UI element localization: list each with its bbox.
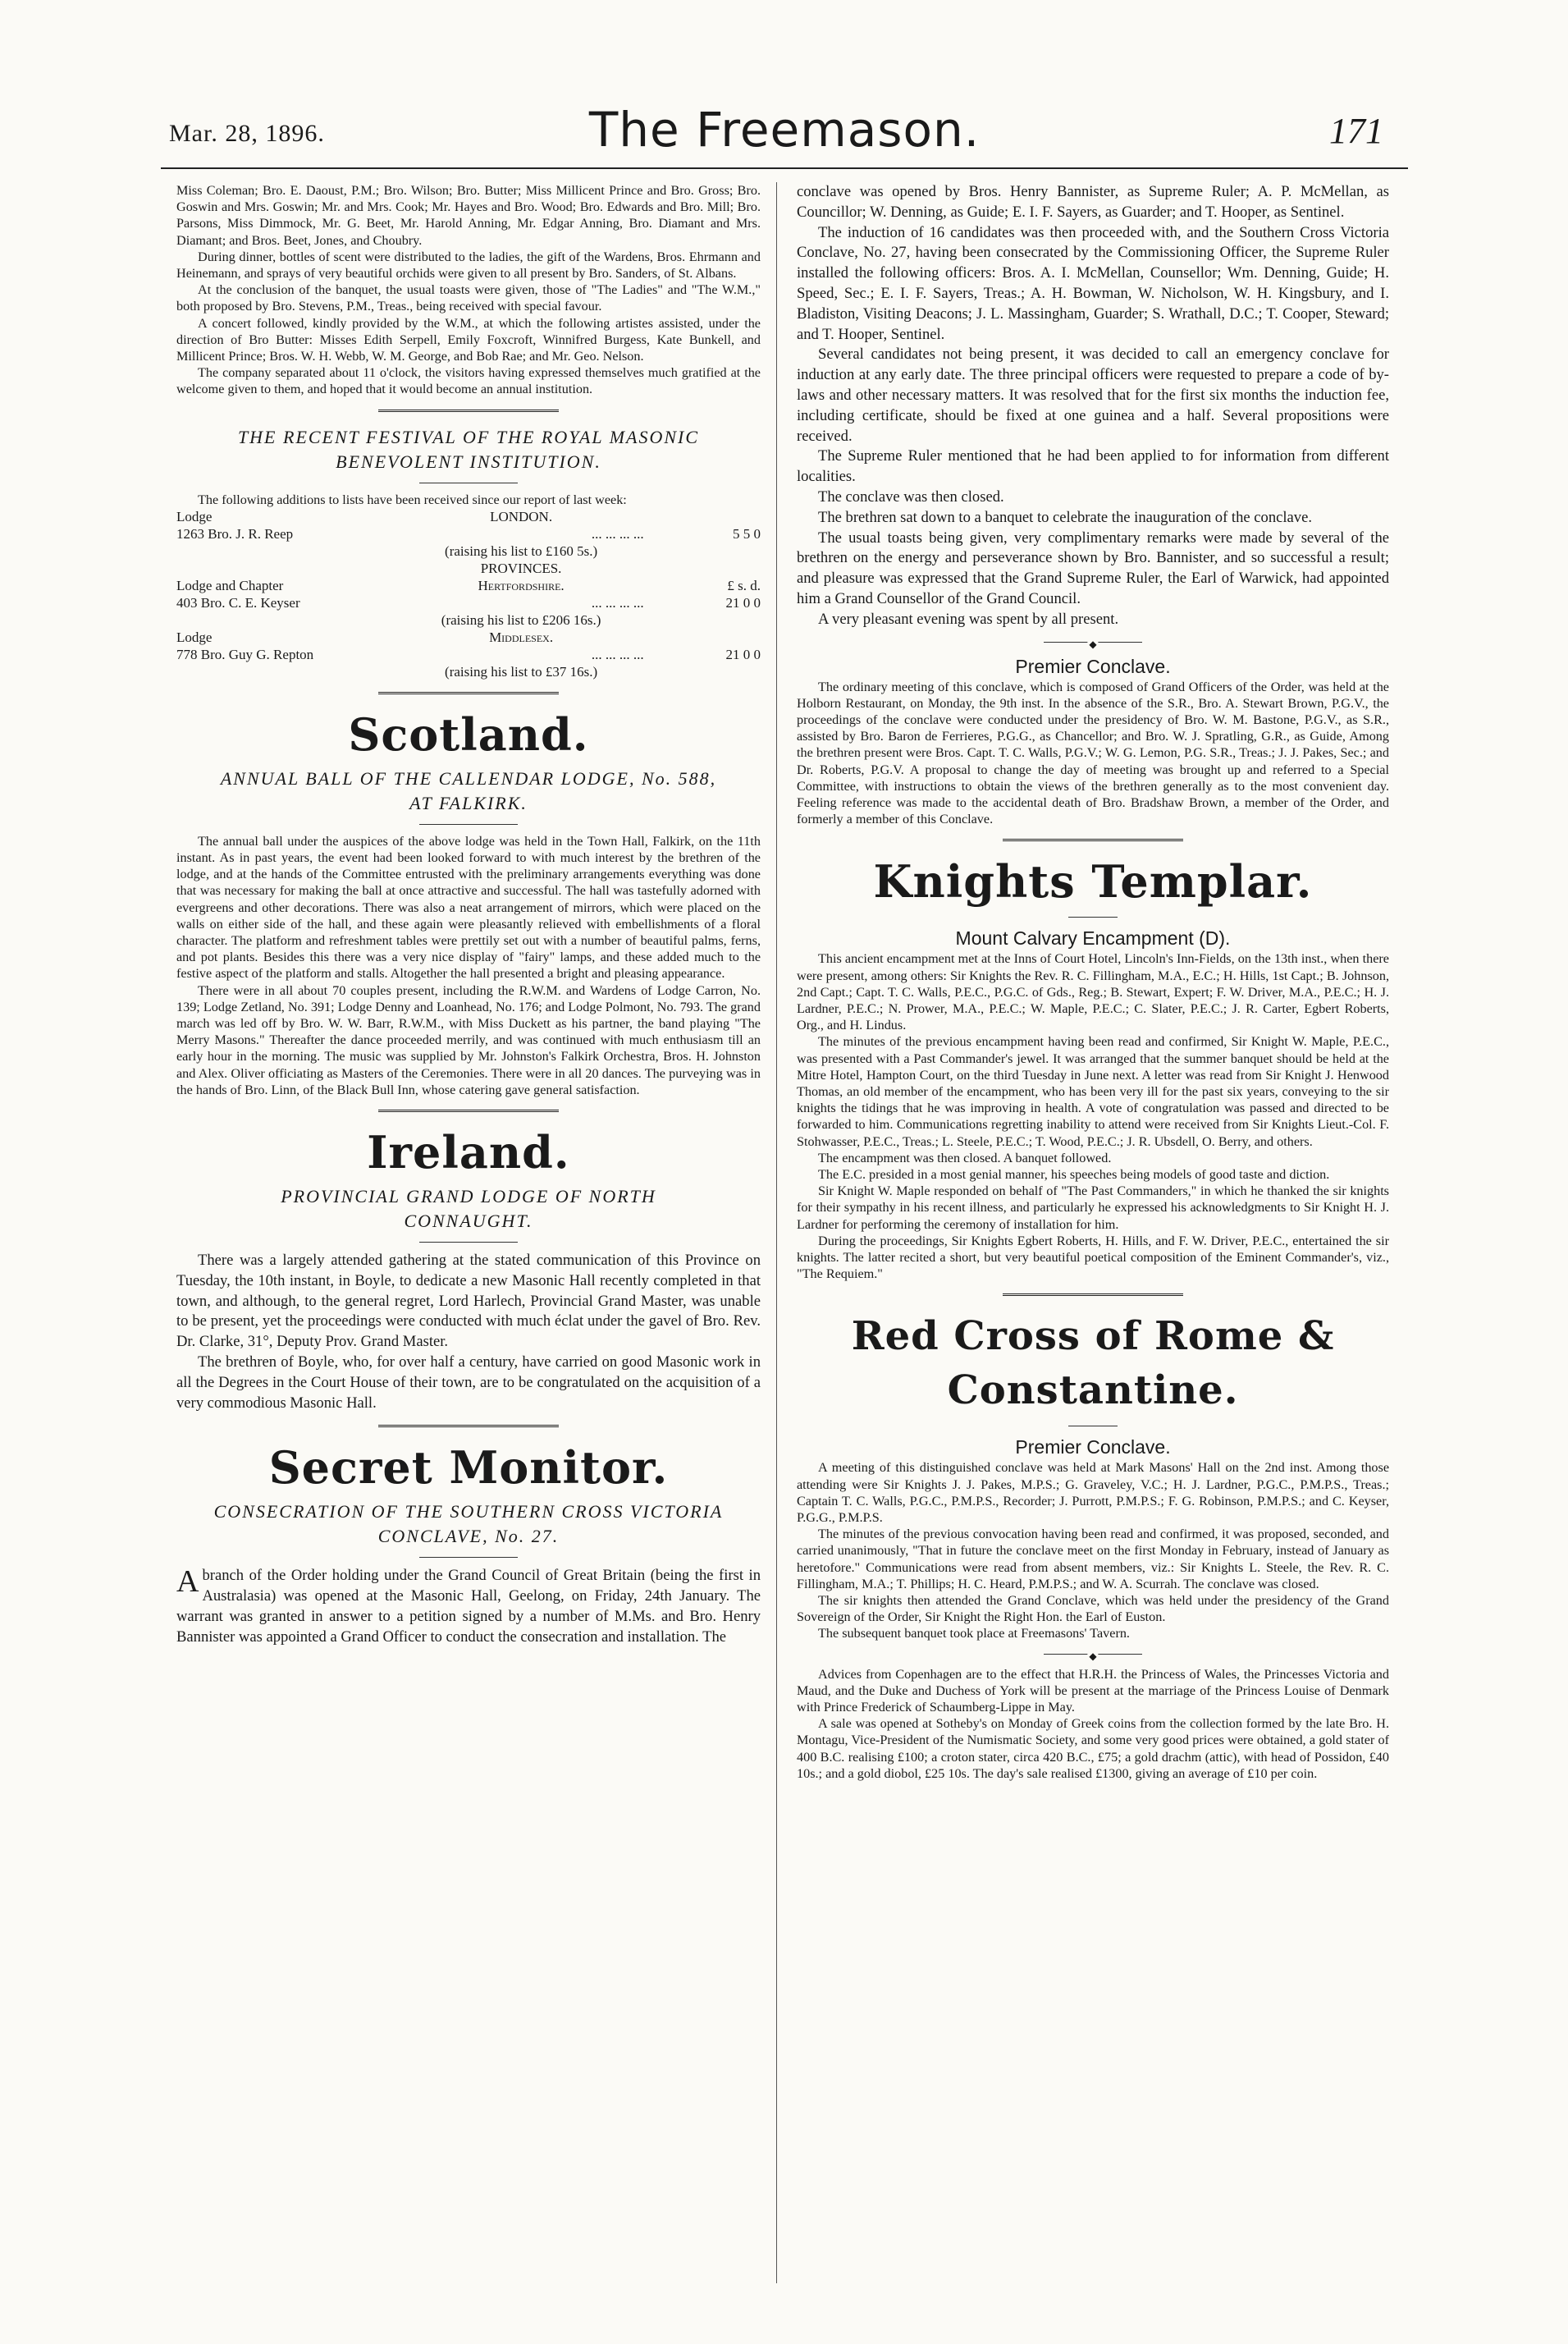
section-rule (378, 692, 559, 696)
donation-amount: 5 5 0 (733, 525, 761, 542)
red-cross-paragraph-3: The sir knights then attended the Grand Conclave, which was held under the presidency of the Grand Sovereign of the Order, Sir Knight the Right Hon. the Earl of Euston. (797, 1593, 1389, 1625)
section-rule (1003, 1293, 1183, 1298)
ball-paragraph-2: There were in all about 70 couples present, including the R.W.M. and Wardens of Lodge Carron, No. 139; Lodge Zetland, No. 391; Lodge Denny and Loanhead, No. 176; and Lodge Polmont, No. 793. The grand march was led off by Bro. W. W. Barr, R.W.M., with Miss Duckett as his partner, the band playing "The Merry Masons." Thereafter the dance proceeded merrily, and was continued with much enthusiasm till an early hour in the morning. The music was supplied by Mr. Johnston's Falkirk Orchestra, Bros. H. Johnston and Alex. Oliver officiating as Masters of the Ceremonies. There were in all 20 dances. The purveying was in the hands of Bro. Linn, of the Black Bull Inn, whose catering gave general satisfaction. (176, 982, 761, 1097)
list-row (176, 560, 761, 577)
heading-rule (1068, 917, 1118, 918)
dinner-paragraph: During dinner, bottles of scent were distributed to the ladies, the gift of the Wardens, Bros. Ehrmann and Heinemann, and sprays of very beautiful orchids were given to all present by Bro. Sanders, of St. Albans. (176, 249, 761, 282)
templar-paragraph-5: Sir Knight W. Maple responded on behalf of "The Past Commanders," in which he thanked the sir knights for their sympathy in his recent illness, and particularly he expressed his acknowledgments to Sir Knight H. J. Lardner for performing the ceremony of installation for him. (797, 1183, 1389, 1232)
newspaper-title: The Freemason. (588, 102, 981, 158)
red-cross-subheading: Premier Conclave. (1015, 1436, 1171, 1458)
advices-paragraph: Advices from Copenhagen are to the effect that H.R.H. the Princess of Wales, the Princesses Victoria and Maud, and the Duke and Duchess of York will be present at the marriage of the Princess Louise of Denmark with Prince Frederick of Schaumberg-Lippe in May. (797, 1666, 1389, 1715)
conclave-paragraph-5: The conclave was then closed. (818, 488, 1004, 506)
donation-note: (raising his list to £206 16s.) (441, 611, 601, 628)
section-rule (1003, 839, 1183, 843)
premier-paragraph: The ordinary meeting of this conclave, which is composed of Grand Officers of the Order, was held at the Holborn Restaurant, on Monday, the 9th inst. In the absence of the S.R., Bro. A. Stewart Brown, P.G.V., the proceedings of the conclave were conducted under the presidency of Bro. W. M. Bastone, P.G.V., as S.R., assisted by Bro. Baron de Ferrieres, P.G.G., as Chancellor; and Bro. W. J. Spratling, G.R., as Guide, Among the brethren present were Bros. Capt. T. C. Walls, P.G.V.; W. G. Lemon, P.G. S.R., Treas.; J. J. Pakes, Sec.; and Dr. Roberts, P.G.V. A proposal to change the day of meeting was brought up and referred to a Special Committee, with instructions to obtain the views of the brethren generally as to the most convenient day. Feeling reference was made to the accidental death of Bro. Bradshaw Brown, a member of the Order, and formerly a member of this Conclave. (797, 679, 1389, 827)
london-heading: LONDON. (490, 508, 553, 524)
drop-cap: A (176, 1564, 199, 1600)
conclave-paragraph-1: conclave was opened by Bros. Henry Bannister, as Supreme Ruler; A. P. McMellan, as Councillor; W. Denning, as Guide; E. I. F. Sayers, as Guarder; and T. Hooper, as Sentinel. (797, 183, 1389, 221)
consecration-paragraph (176, 1566, 761, 1647)
section-rule (378, 1425, 559, 1429)
ireland-paragraph-2: The brethren of Boyle, who, for over half a century, have carried on good Masonic work in all the Degrees in the Court House of their town, are to be congratulated on the acquisition of a very commodious Masonic Hall. (176, 1353, 761, 1412)
donation-list (176, 508, 761, 680)
conclave-paragraph-2: The induction of 16 candidates was then proceeded with, and the Southern Cross Victoria Conclave, No. 27, having been consecrated by the Commissioning Officer, the Supreme Ruler installed the following officers: Bros. A. I. McMellan, Counsellor; Wm. Denning, Guide; H. Speed, Sec.; E. I. F. Sayers, Treas.; A. H. Bowman, W. Nicholson, W. H. Kingsbury, and I. Bladiston, Visiting Deacons; J. L. Massingham, Guarder; S. Wrathall, D.C.; T. Cooper, Steward; and T. Hooper, Sentinel. (797, 223, 1389, 343)
page-number: 171 (1329, 111, 1383, 151)
ireland-heading: Ireland. (367, 1126, 570, 1179)
heading-rule (419, 1557, 518, 1558)
lodge-chapter-label: Lodge and Chapter (176, 577, 284, 593)
conclave-paragraph-7: The usual toasts being given, very complimentary remarks were made by several of the brethren on the energy and perseverance shown by Bro. Bannister, and so successful a result; and pleasure was expressed that the Grand Supreme Ruler, the Earl of Warwick, had appointed him a Grand Counsellor of the Grand Council. (797, 529, 1389, 607)
list-row (176, 508, 761, 525)
donor-name: 403 Bro. C. E. Keyser (176, 594, 300, 611)
templar-paragraph-1: This ancient encampment met at the Inns of Court Hotel, Lincoln's Inn-Fields, on the 13th inst., when there were present, among others: Sir Knights the Rev. R. C. Fillingham, M.A., E.C.; H. Hills, 1st Capt.; B. Johnson, 2nd Capt.; Capt. T. C. Walls, P.E.C., P.G.C. of Gds., Reg.; B. Stewart, Expert; F. W. Driver, M.A., P.E.C.; H. J. Lardner, P.E.C.; N. Prower, M.A., P.E.C.; W. Maple, P.E.C.; C. Slater, P.E.C.; J. R. Carter, Egbert Roberts, Org., and H. Lindus. (797, 951, 1389, 1033)
separated-paragraph: The company separated about 11 o'clock, the visitors having expressed themselves much gratified at the welcome given to them, and hoped that it would become an annual institution. (176, 365, 761, 397)
heading-rule (419, 824, 518, 825)
conclave-paragraph-3: Several candidates not being present, it was decided to call an emergency conclave for induction at any early date. The three principal officers were requested to prepare a code of by-laws and other necessary matters. It was resolved that for the first six months the induction fee, including certificate, should be fixed at one guinea and a half. Several propositions were received. (797, 346, 1389, 445)
connaught-heading: PROVINCIAL GRAND LODGE OF NORTH CONNAUGHT. (281, 1186, 656, 1232)
conclave-paragraph-6: The brethren sat down to a banquet to celebrate the inauguration of the conclave. (818, 508, 1312, 526)
middlesex-heading: Middlesex. (489, 629, 554, 645)
donation-note: (raising his list to £160 5s.) (445, 543, 598, 559)
templar-paragraph-6: During the proceedings, Sir Knights Egbert Roberts, H. Hills, and F. W. Driver, P.E.C., entertained the sir knights. The latter recited a short, but very beautiful poetical composition of the Eminent Commander's, viz., "The Requiem." (797, 1233, 1389, 1282)
mount-calvary-heading: Mount Calvary Encampment (D). (955, 927, 1231, 950)
ornament-rule (1044, 1654, 1142, 1655)
red-cross-paragraph-1: A meeting of this distinguished conclave was held at Mark Masons' Hall on the 2nd inst. Among those attending were Sir Knights J. J. Pakes, M.P.S.; G. Graveley, V.C.; H. J. Lardner, P.G.C., P.M.P.S., Treas.; Captain T. C. Walls, P.G.C., P.M.P.S., Recorder; J. Purrott, P.M.P.S.; F. G. Robinson, P.M.P.S.; and C. Keyser, P.G.G., P.M.P.S. (797, 1460, 1389, 1526)
guest-list-paragraph: Miss Coleman; Bro. E. Daoust, P.M.; Bro. Wilson; Bro. Butter; Miss Millicent Prince and Bro. Gross; Bro. Goswin and Mrs. Goswin; Mr. and Mrs. Cook; Mr. Hayes and Bro. Wood; Bro. Edwards and Bro. Mill; Bro. Parsons, Miss Dimmock, Mr. G. Beet, Mr. Harold Anning, Mr. Edgar Anning, Bro. Diamant and Mrs. Diamant; and Bros. Beet, Jones, and Choubry. (176, 183, 761, 248)
hertfordshire-heading: Hertfordshire. (478, 577, 565, 593)
templar-paragraph-4: The E.C. presided in a most genial manner, his speeches being models of good taste and diction. (818, 1167, 1330, 1182)
red-cross-paragraph-2: The minutes of the previous convocation having been read and confirmed, it was proposed, seconded, and carried unanimously, "That in future the conclave meet on the first Monday in February, instead of January as heretofore." Communications were read from absent members, viz.: Sir Knights L. Steele, the Rev. R. C. Fillingham, M.A.; T. Phillips; H. C. Heard, P.M.P.S.; and W. A. Scurrah. The conclave was closed. (797, 1527, 1389, 1591)
conclave-paragraph-4: The Supreme Ruler mentioned that he had been applied to for information from different localities. (797, 447, 1389, 486)
ornament-rule (1044, 642, 1142, 643)
masthead (161, 98, 1408, 164)
column-divider (776, 182, 777, 2283)
leader-dots: ... ... ... ... (591, 646, 644, 662)
scotland-heading: Scotland. (348, 707, 589, 761)
list-row (176, 611, 761, 629)
sale-paragraph: A sale was opened at Sotheby's on Monday of Greek coins from the collection formed by the late Bro. H. Montagu, Vice-President of the Numismatic Society, and some very good prices were obtained, a gold stater of 400 B.C. realising £100; a croton stater, circa 420 B.C., £75; a gold drachm (attic), with head of Possidon, £40 10s.; and a gold diobol, £25 10s. The day's sale realised £1300, giving an average of £10 per coin. (797, 1716, 1389, 1781)
list-row (176, 543, 761, 560)
concert-paragraph: A concert followed, kindly provided by the W.M., at which the following artistes assisted, under the direction of Bro Butter: Misses Edith Serpell, Emily Foxcroft, Winnifred Burgess, Kate Bunkell, and Millicent Prince; Bros. W. H. Webb, W. M. George, and Bob Rae; and Mr. Geo. Nelson. (176, 315, 761, 364)
ball-paragraph-1: The annual ball under the auspices of the above lodge was held in the Town Hall, Falkirk, on the 11th instant. As in past years, the event had been looked forward to with much interest by the brethren of the lodge, and at the hands of the Committee entrusted with the preliminary arrangements everything was done that was necessary for making the ball at once attractive and successful. The hall was tastefully adorned with evergreens and other decorations. There was also a neat arrangement of mirrors, which were placed on the walls on either side of the hall, and these again were pleasantly relieved with embellishments of a floral character. The platform and refreshment tables were prettily set out with a number of beautiful palms, ferns, and pot plants. Besides this there was a very nice display of "fairy" lamps, and these added much to the festive aspect of the platform and stalls. Altogether the hall presented a bright and pleasing appearance. (176, 833, 761, 982)
leader-dots: ... ... ... ... (591, 594, 644, 611)
donor-name: 1263 Bro. J. R. Reep (176, 525, 294, 542)
knights-templar-heading: Knights Templar. (873, 855, 1313, 909)
right-column (797, 182, 1389, 1782)
provinces-heading: PROVINCES. (480, 560, 562, 576)
toasts-paragraph: At the conclusion of the banquet, the usual toasts were given, those of "The Ladies" and "The W.M.," both proposed by Bro. Stevens, P.M., Treas., being received with special favour. (176, 282, 761, 314)
leader-dots: ... ... ... ... (591, 525, 644, 542)
red-cross-paragraph-4: The subsequent banquet took place at Freemasons' Tavern. (818, 1626, 1130, 1641)
conclave-paragraph-8: A very pleasant evening was spent by all present. (818, 610, 1119, 628)
masthead-rule (161, 167, 1408, 169)
festival-intro: The following additions to lists have been received since our report of last week: (198, 492, 627, 507)
ireland-paragraph-1: There was a largely attended gathering at the stated communication of this Province on Tuesday, the 10th instant, in Boyle, to dedicate a new Masonic Hall recently completed in that town, and although, to the general regret, Lord Harlech, Provincial Grand Master, was unable to be present, yet the proceedings were conducted with much éclat under the gavel of Bro. Rev. Dr. Clarke, 31°, Deputy Prov. Grand Master. (176, 1252, 761, 1351)
issue-date: Mar. 28, 1896. (169, 120, 325, 147)
list-row (176, 594, 761, 611)
section-rule (378, 1110, 559, 1114)
donation-amount: 21 0 0 (725, 594, 761, 611)
list-row (176, 646, 761, 663)
lodge-label: Lodge (176, 508, 213, 524)
templar-paragraph-2: The minutes of the previous encampment having been read and confirmed, Sir Knight W. Maple, P.E.C., was presented with a Past Commander's jewel. It was arranged that the summer banquet should be held at the Mitre Hotel, Hampton Court, on the third Tuesday in June next. A letter was read from Sir Knight J. Henwood Thomas, an old member of the encampment, who has been very ill for the past six years, conveying to the sir knights the tidings that he was improving in health. A vote of congratulation was passed and directed to be forwarded to him. Communications regretting inability to attend were received from Sir Knights Lieut.-Col. F. Stohwasser, P.E.C., Treas.; L. Steele, P.E.C.; T. Wood, P.E.C.; J. R. Ubsdell, O. Berry, and others. (797, 1034, 1389, 1149)
currency-header: £ s. d. (727, 577, 761, 593)
heading-rule (419, 1242, 518, 1243)
consecration-text: branch of the Order holding under the Grand Council of Great Britain (being the first in Australasia) was opened at the Masonic Hall, Geelong, on Friday, 24th January. The warrant was granted in answer to a petition signed by a number of M.Ms. and Bro. Henry Bannister was appointed a Grand Officer to conduct the consecration and installation. The (176, 1567, 761, 1646)
secret-monitor-heading: Secret Monitor. (268, 1441, 669, 1495)
section-rule (378, 410, 559, 414)
templar-paragraph-3: The encampment was then closed. A banquet followed. (818, 1150, 1112, 1165)
premier-conclave-heading: Premier Conclave. (1015, 655, 1171, 677)
red-cross-heading: Red Cross of Rome & Constantine. (851, 1313, 1335, 1414)
list-row (176, 577, 761, 594)
donation-note: (raising his list to £37 16s.) (445, 663, 598, 680)
donor-name: 778 Bro. Guy G. Repton (176, 646, 314, 662)
ball-heading: ANNUAL BALL OF THE CALLENDAR LODGE, No. 588, AT FALKIRK. (220, 767, 717, 813)
list-row (176, 525, 761, 543)
list-row (176, 629, 761, 646)
lodge-label: Lodge (176, 629, 213, 645)
festival-heading: THE RECENT FESTIVAL OF THE ROYAL MASONIC BENEVOLENT INSTITUTION. (237, 426, 700, 472)
left-column (176, 182, 761, 1648)
donation-amount: 21 0 0 (725, 646, 761, 662)
list-row (176, 663, 761, 680)
consecration-heading: CONSECRATION OF THE SOUTHERN CROSS VICTORIA CONCLAVE, No. 27. (213, 1501, 724, 1547)
